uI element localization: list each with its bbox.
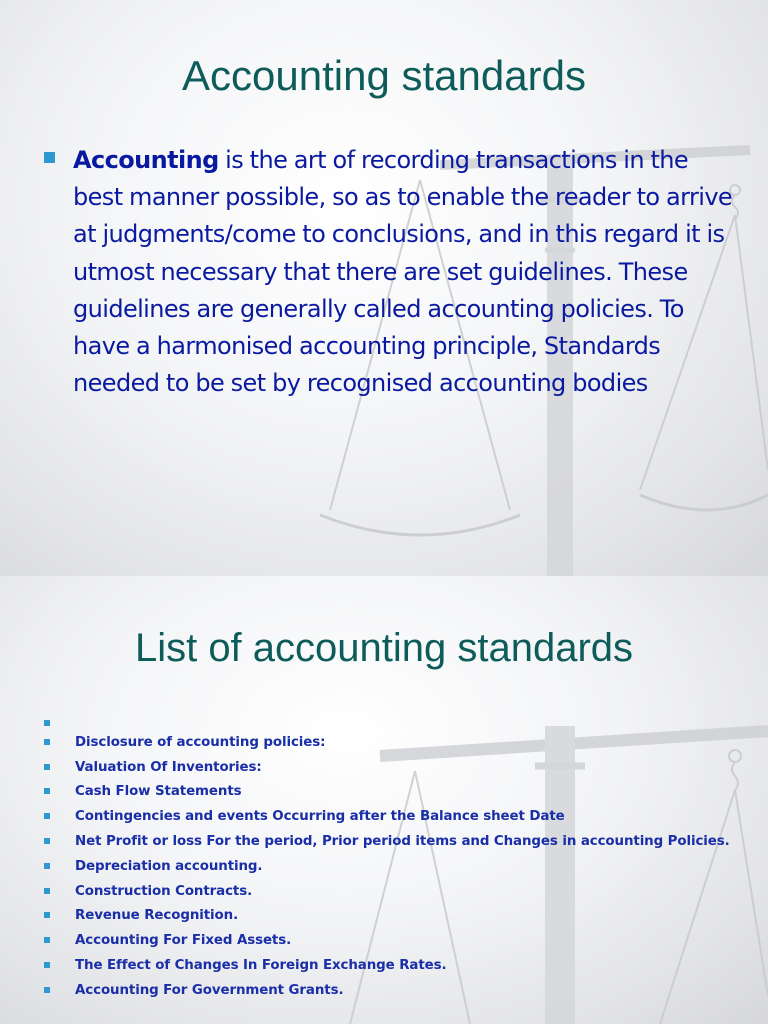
square-bullet-icon	[44, 863, 50, 869]
list-item	[44, 958, 734, 974]
square-bullet-icon	[44, 962, 50, 968]
list-item-text: Net Profit or loss For the period, Prior period items and Changes in accounting Policies.	[75, 833, 730, 849]
list-item-text: Accounting For Fixed Assets.	[75, 933, 292, 949]
slide-list-of-accounting-standards	[0, 576, 768, 1024]
list-item-text: Contingencies and events Occurring after the Balance sheet Date	[75, 809, 565, 825]
square-bullet-icon	[44, 764, 50, 770]
list-item	[44, 908, 734, 924]
list-item-text: The Effect of Changes In Foreign Exchange Rates.	[75, 957, 447, 973]
paragraph	[73, 142, 734, 402]
list-item	[44, 784, 734, 800]
list-item	[44, 933, 734, 949]
list-item	[44, 735, 734, 751]
list-item	[44, 983, 734, 999]
list-item	[44, 859, 734, 875]
list-item	[44, 142, 734, 402]
list-item-text: Cash Flow Statements	[75, 784, 242, 800]
square-bullet-icon	[44, 739, 50, 745]
list-item-text: Depreciation accounting.	[75, 858, 263, 874]
list-item	[44, 809, 734, 825]
square-bullet-icon	[44, 987, 50, 993]
list-item	[44, 834, 734, 850]
slide-title: Accounting standards	[182, 52, 586, 99]
square-bullet-icon	[44, 720, 50, 726]
list-item	[44, 884, 734, 900]
list-item	[44, 716, 734, 726]
list-item-text: Disclosure of accounting policies:	[75, 734, 326, 750]
square-bullet-icon	[44, 888, 50, 894]
list-item-text: Valuation Of Inventories:	[75, 759, 262, 775]
square-bullet-icon	[44, 788, 50, 794]
list-item-text: Construction Contracts.	[75, 883, 253, 899]
slide-title: List of accounting standards	[134, 626, 634, 670]
square-bullet-icon	[44, 152, 55, 163]
square-bullet-icon	[44, 813, 50, 819]
list-item-text: Revenue Recognition.	[75, 908, 239, 924]
square-bullet-icon	[44, 912, 50, 918]
paragraph-text: is the art of recording transactions in the best manner possible, so as to enable the reader to arrive at judgments/come to conclusions, and in this regard it is utmost necessary that there are set guidelines. These guidelines are generally called accounting policies. To have a harmonised accounting principle, Standards needed to be set by recognised accounting bodies	[73, 146, 733, 398]
bold-term: Accounting	[73, 146, 219, 174]
square-bullet-icon	[44, 937, 50, 943]
standards-list	[44, 716, 734, 1008]
list-item	[44, 760, 734, 776]
list-item-text: Accounting For Government Grants.	[75, 982, 344, 998]
body-text-block	[44, 142, 734, 402]
square-bullet-icon	[44, 838, 50, 844]
